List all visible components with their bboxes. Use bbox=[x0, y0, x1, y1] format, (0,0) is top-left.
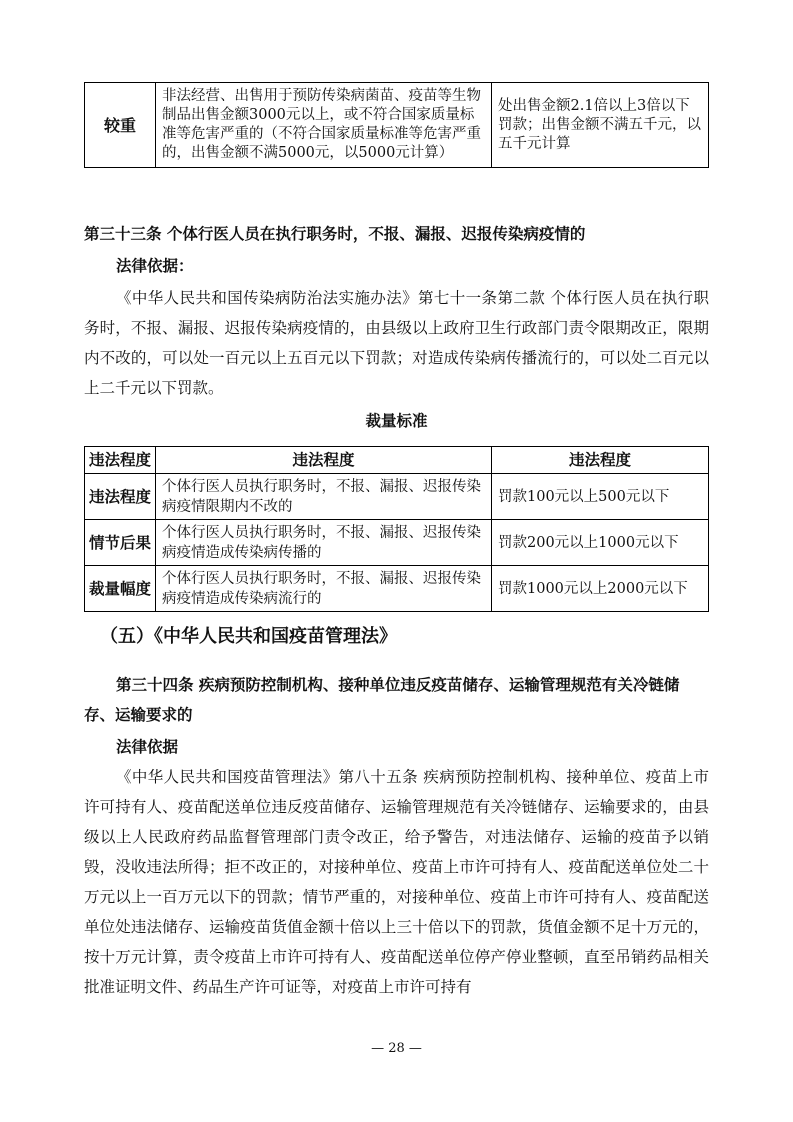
penalty-range: 罚款1000元以上2000元以下 bbox=[492, 566, 709, 612]
row-label: 违法程度 bbox=[85, 474, 156, 520]
row-label: 情节后果 bbox=[85, 520, 156, 566]
article-33-basis-label: 法律依据： bbox=[116, 257, 194, 275]
violation-condition: 个体行医人员执行职务时，不报、漏报、迟报传染病疫情造成传染病流行的 bbox=[156, 566, 492, 612]
section-5-title: （五）《中华人民共和国疫苗管理法》 bbox=[100, 626, 397, 647]
article-33-title: 第三十三条 个体行医人员在执行职务时，不报、漏报、迟报传染病疫情的 bbox=[84, 225, 586, 243]
penalty-range: 罚款100元以上500元以下 bbox=[492, 474, 709, 520]
severity-label: 较重 bbox=[85, 83, 156, 168]
column-header: 违法程度 bbox=[85, 447, 156, 474]
row-label: 裁量幅度 bbox=[85, 566, 156, 612]
discretion-standard-table bbox=[84, 446, 709, 612]
penalty-range: 罚款200元以上1000元以下 bbox=[492, 520, 709, 566]
table-row bbox=[85, 474, 709, 520]
violation-condition: 个体行医人员执行职务时，不报、漏报、迟报传染病疫情限期内不改的 bbox=[156, 474, 492, 520]
article-34-basis-text: 《中华人民共和国疫苗管理法》第八十五条 疾病预防控制机构、接种单位、疫苗上市许可持有人、疫苗配送单位违反疫苗储存、运输管理规范有关冷链储存、运输要求的，由县级以上人民政府药品监督管理部门责令改正，给予警告，对违法储存、运输的疫苗予以销毁，没收违法所得；拒不改正的，对接种单位、疫苗上市许可持有人、疫苗配送单位处二十万元以上一百万元以下的罚款；情节严重的，对接种单位、疫苗上市许可持有人、疫苗配送单位处违法储存、运输疫苗货值金额十倍以上三十倍以下的罚款，货值金额不足十万元的，按十万元计算，责令疫苗上市许可持有人、疫苗配送单位停产停业整顿，直至吊销药品相关批准证明文件、药品生产许可证等，对疫苗上市许可持有 bbox=[84, 768, 709, 996]
penalty-table-continued bbox=[84, 82, 709, 168]
column-header: 违法程度 bbox=[492, 447, 709, 474]
article-34-title: 第三十四条 疾病预防控制机构、接种单位违反疫苗储存、运输管理规范有关冷链储存、运输要求的 bbox=[84, 676, 680, 724]
article-34-basis-label: 法律依据 bbox=[116, 738, 179, 756]
table-row bbox=[85, 83, 709, 168]
violation-condition: 个体行医人员执行职务时，不报、漏报、迟报传染病疫情造成传染病传播的 bbox=[156, 520, 492, 566]
table-header-row bbox=[85, 447, 709, 474]
column-header: 违法程度 bbox=[156, 447, 492, 474]
penalty-range: 处出售金额2.1倍以上3倍以下罚款；出售金额不满五千元，以五千元计算 bbox=[492, 83, 709, 168]
article-33-basis-text: 《中华人民共和国传染病防治法实施办法》第七十一条第二款 个体行医人员在执行职务时，不报、漏报、迟报传染病疫情的，由县级以上政府卫生行政部门责令限期改正，限期内不改的，可以处一百元以上五百元以下罚款；对造成传染病传播流行的，可以处二百元以上二千元以下罚款。 bbox=[84, 289, 709, 397]
violation-condition: 非法经营、出售用于预防传染病菌苗、疫苗等生物制品出售金额3000元以上，或不符合国家质量标准等危害严重的（不符合国家质量标准等危害严重的，出售金额不满5000元，以5000元计算） bbox=[156, 83, 492, 168]
table-row bbox=[85, 520, 709, 566]
table-row bbox=[85, 566, 709, 612]
page-number: — 28 — bbox=[371, 1041, 422, 1056]
standard-table-title: 裁量标准 bbox=[365, 412, 428, 430]
